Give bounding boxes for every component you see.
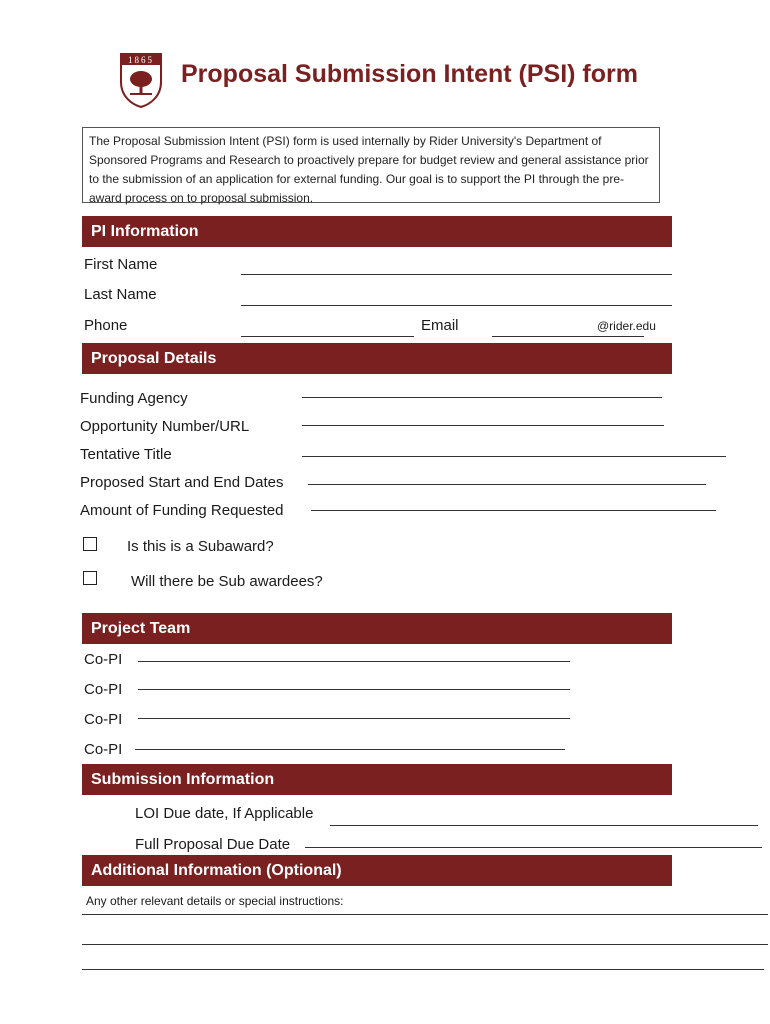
subaward-checkbox[interactable]	[83, 537, 97, 551]
start-end-dates-field[interactable]	[308, 484, 706, 485]
section-pi-information: PI Information	[82, 216, 672, 247]
copi-label: Co-PI	[84, 681, 123, 698]
loi-due-date-label: LOI Due date, If Applicable	[135, 805, 314, 822]
intro-text: The Proposal Submission Intent (PSI) form is used internally by Rider University's Department of Sponsored Programs and Research to proactively prepare for budget review and general assistance prior to the submission of an application for external funding. Our goal is to support the PI through the pre-award process on to proposal submission.	[82, 127, 660, 203]
copi-field[interactable]	[135, 749, 565, 750]
loi-due-date-field[interactable]	[330, 825, 758, 826]
full-proposal-due-date-field[interactable]	[305, 847, 762, 848]
additional-info-line[interactable]	[82, 914, 768, 915]
tentative-title-label: Tentative Title	[80, 446, 172, 463]
opportunity-number-field[interactable]	[302, 425, 664, 426]
funding-amount-field[interactable]	[311, 510, 716, 511]
section-project-team: Project Team	[82, 613, 672, 644]
start-end-dates-label: Proposed Start and End Dates	[80, 474, 284, 491]
svg-text:1865: 1865	[128, 55, 154, 65]
university-seal-icon	[118, 52, 164, 108]
email-domain-suffix: @rider.edu	[597, 319, 656, 333]
additional-info-line[interactable]	[82, 969, 764, 970]
email-field[interactable]	[492, 336, 644, 337]
subawardees-question: Will there be Sub awardees?	[131, 573, 323, 590]
last-name-label: Last Name	[84, 286, 157, 303]
section-proposal-details: Proposal Details	[82, 343, 672, 374]
copi-label: Co-PI	[84, 711, 123, 728]
copi-label: Co-PI	[84, 741, 123, 758]
additional-info-line[interactable]	[82, 944, 768, 945]
phone-field[interactable]	[241, 336, 414, 337]
last-name-field[interactable]	[241, 305, 672, 306]
funding-amount-label: Amount of Funding Requested	[80, 502, 284, 519]
subaward-question: Is this is a Subaward?	[127, 538, 274, 555]
full-proposal-due-date-label: Full Proposal Due Date	[135, 836, 291, 853]
tentative-title-field[interactable]	[302, 456, 726, 457]
page-title: Proposal Submission Intent (PSI) form	[181, 60, 638, 88]
copi-field[interactable]	[138, 661, 570, 662]
section-submission-information: Submission Information	[82, 764, 672, 795]
phone-label: Phone	[84, 317, 128, 334]
copi-label: Co-PI	[84, 651, 123, 668]
subawardees-checkbox[interactable]	[83, 571, 97, 585]
funding-agency-label: Funding Agency	[80, 390, 188, 407]
funding-agency-field[interactable]	[302, 397, 662, 398]
email-label: Email	[421, 317, 459, 334]
section-additional-information: Additional Information (Optional)	[82, 855, 672, 886]
additional-info-prompt: Any other relevant details or special instructions:	[86, 894, 344, 908]
copi-field[interactable]	[138, 689, 570, 690]
first-name-field[interactable]	[241, 274, 672, 275]
copi-field[interactable]	[138, 718, 570, 719]
opportunity-number-label: Opportunity Number/URL	[80, 418, 250, 435]
first-name-label: First Name	[84, 256, 158, 273]
